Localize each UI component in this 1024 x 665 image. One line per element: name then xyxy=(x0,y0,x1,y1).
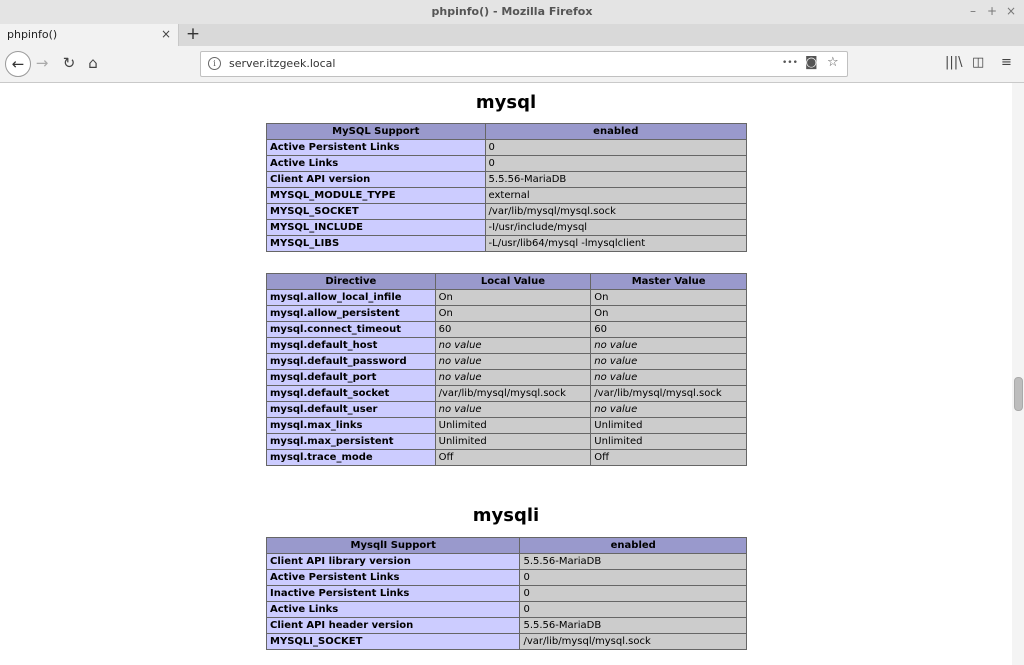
navigation-toolbar xyxy=(0,46,1024,83)
minimize-icon[interactable]: – xyxy=(970,4,976,18)
table-header-cell: MysqlI Support xyxy=(267,538,520,554)
table-header-cell: Local Value xyxy=(435,274,591,290)
value-cell: no value xyxy=(435,354,591,370)
section-heading-mysqli: mysqli xyxy=(472,505,540,526)
table-row xyxy=(267,354,747,370)
directive-name-cell: mysql.trace_mode xyxy=(267,450,436,466)
tab-strip xyxy=(0,24,1024,46)
directive-name-cell: MYSQL_MODULE_TYPE xyxy=(267,188,486,204)
value-cell: /var/lib/mysql/mysql.sock xyxy=(435,386,591,402)
directive-name-cell: mysql.default_user xyxy=(267,402,436,418)
tab-phpinfo[interactable] xyxy=(0,24,179,46)
directive-name-cell: MYSQL_LIBS xyxy=(267,236,486,252)
value-cell: 0 xyxy=(520,586,747,602)
directive-name-cell: mysql.max_links xyxy=(267,418,436,434)
table-header-row xyxy=(267,538,747,554)
value-cell: /var/lib/mysql/mysql.sock xyxy=(520,634,747,650)
menu-icon[interactable]: ≡ xyxy=(1001,55,1012,70)
directive-name-cell: Active Persistent Links xyxy=(267,570,520,586)
directive-name-cell: Client API library version xyxy=(267,554,520,570)
table-header-cell: Master Value xyxy=(591,274,747,290)
table-row xyxy=(267,306,747,322)
table-header-row xyxy=(267,274,747,290)
value-cell: On xyxy=(435,290,591,306)
directive-name-cell: MYSQLI_SOCKET xyxy=(267,634,520,650)
directive-name-cell: Active Persistent Links xyxy=(267,140,486,156)
bookmark-star-icon[interactable]: ☆ xyxy=(827,55,839,70)
url-text[interactable]: server.itzgeek.local xyxy=(229,57,336,70)
table-row xyxy=(267,418,747,434)
value-cell: no value xyxy=(435,338,591,354)
directive-name-cell: mysql.default_password xyxy=(267,354,436,370)
value-cell: Unlimited xyxy=(591,434,747,450)
value-cell: /var/lib/mysql/mysql.sock xyxy=(591,386,747,402)
value-cell: 0 xyxy=(520,570,747,586)
value-cell: 0 xyxy=(520,602,747,618)
value-cell: 60 xyxy=(591,322,747,338)
value-cell: 5.5.56-MariaDB xyxy=(520,554,747,570)
scrollbar-thumb[interactable] xyxy=(1014,377,1023,411)
table-row xyxy=(267,204,747,220)
directive-name-cell: mysql.default_socket xyxy=(267,386,436,402)
value-cell: no value xyxy=(591,354,747,370)
value-cell: 5.5.56-MariaDB xyxy=(485,172,746,188)
tab-close-icon[interactable]: × xyxy=(160,27,171,41)
directive-name-cell: Active Links xyxy=(267,602,520,618)
table-header-cell: MySQL Support xyxy=(267,124,486,140)
value-cell: 5.5.56-MariaDB xyxy=(520,618,747,634)
value-cell: On xyxy=(591,306,747,322)
section-heading-mysql: mysql xyxy=(475,92,537,113)
table-row xyxy=(267,554,747,570)
value-cell: Unlimited xyxy=(591,418,747,434)
value-cell: no value xyxy=(591,370,747,386)
page-actions-icon[interactable]: ••• xyxy=(782,58,798,68)
pocket-icon[interactable]: ◙ xyxy=(805,55,818,70)
value-cell: Unlimited xyxy=(435,434,591,450)
table-row xyxy=(267,602,747,618)
table-row xyxy=(267,236,747,252)
directive-name-cell: Active Links xyxy=(267,156,486,172)
mysql-support-table xyxy=(266,123,747,252)
value-cell: no value xyxy=(435,370,591,386)
sidebar-icon[interactable]: ◫ xyxy=(972,55,985,70)
table-row xyxy=(267,338,747,354)
mysqli-support-table xyxy=(266,537,747,650)
directive-name-cell: mysql.default_host xyxy=(267,338,436,354)
directive-name-cell: MYSQL_SOCKET xyxy=(267,204,486,220)
value-cell: -I/usr/include/mysql xyxy=(485,220,746,236)
page-content xyxy=(0,83,1012,665)
close-window-icon[interactable]: × xyxy=(1005,4,1017,18)
tab-label: phpinfo() xyxy=(7,28,58,41)
directive-name-cell: Client API version xyxy=(267,172,486,188)
directive-name-cell: MYSQL_INCLUDE xyxy=(267,220,486,236)
vertical-scrollbar[interactable] xyxy=(1012,83,1024,665)
directive-name-cell: Inactive Persistent Links xyxy=(267,586,520,602)
table-row xyxy=(267,434,747,450)
table-header-cell: Directive xyxy=(267,274,436,290)
value-cell: no value xyxy=(591,338,747,354)
table-row xyxy=(267,386,747,402)
value-cell: no value xyxy=(591,402,747,418)
library-icon[interactable]: |||\ xyxy=(945,55,963,70)
value-cell: -L/usr/lib64/mysql -lmysqlclient xyxy=(485,236,746,252)
directive-name-cell: mysql.max_persistent xyxy=(267,434,436,450)
value-cell: 0 xyxy=(485,140,746,156)
maximize-icon[interactable]: + xyxy=(986,4,998,18)
table-row xyxy=(267,618,747,634)
table-row xyxy=(267,156,747,172)
value-cell: On xyxy=(591,290,747,306)
value-cell: Unlimited xyxy=(435,418,591,434)
value-cell: Off xyxy=(435,450,591,466)
table-row xyxy=(267,290,747,306)
value-cell: no value xyxy=(435,402,591,418)
value-cell: 0 xyxy=(485,156,746,172)
table-row xyxy=(267,172,747,188)
value-cell: 60 xyxy=(435,322,591,338)
home-button[interactable]: ⌂ xyxy=(88,54,98,72)
table-row xyxy=(267,322,747,338)
url-bar[interactable] xyxy=(200,51,848,77)
table-row xyxy=(267,220,747,236)
mysql-directives-table xyxy=(266,273,747,466)
value-cell: /var/lib/mysql/mysql.sock xyxy=(485,204,746,220)
forward-button[interactable]: → xyxy=(35,54,49,72)
table-header-cell: enabled xyxy=(520,538,747,554)
table-row xyxy=(267,188,747,204)
value-cell: On xyxy=(435,306,591,322)
site-info-icon[interactable]: i xyxy=(208,57,221,70)
new-tab-button[interactable]: + xyxy=(185,24,201,44)
table-header-cell: enabled xyxy=(485,124,746,140)
window-titlebar xyxy=(0,0,1024,25)
table-row xyxy=(267,634,747,650)
directive-name-cell: mysql.allow_persistent xyxy=(267,306,436,322)
table-row xyxy=(267,370,747,386)
table-row xyxy=(267,402,747,418)
table-row xyxy=(267,450,747,466)
directive-name-cell: Client API header version xyxy=(267,618,520,634)
table-row xyxy=(267,140,747,156)
table-header-row xyxy=(267,124,747,140)
value-cell: external xyxy=(485,188,746,204)
table-row xyxy=(267,586,747,602)
value-cell: Off xyxy=(591,450,747,466)
back-button[interactable]: ← xyxy=(5,51,31,77)
reload-button[interactable]: ↻ xyxy=(62,54,76,72)
window-title: phpinfo() - Mozilla Firefox xyxy=(431,5,593,18)
directive-name-cell: mysql.allow_local_infile xyxy=(267,290,436,306)
directive-name-cell: mysql.connect_timeout xyxy=(267,322,436,338)
directive-name-cell: mysql.default_port xyxy=(267,370,436,386)
table-row xyxy=(267,570,747,586)
